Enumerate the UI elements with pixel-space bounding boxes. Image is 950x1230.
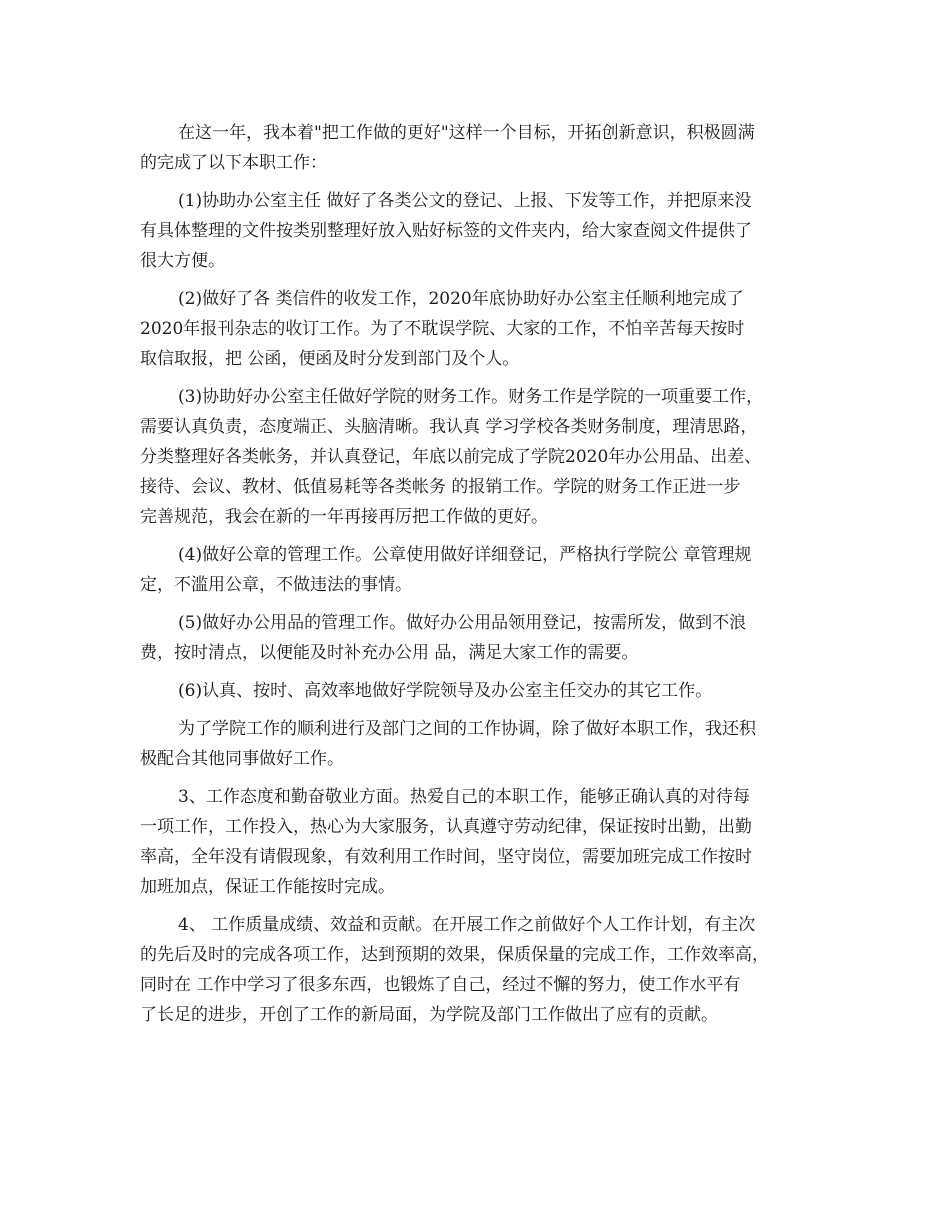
paragraph-line: 同时在 工作中学习了很多东西，也锻炼了自己，经过不懈的努力，使工作水平有 [140,975,741,995]
paragraph-line: 在这一年，我本着"把工作做的更好"这样一个目标，开拓创新意识，积极圆满 [178,123,755,143]
paragraph-item-5 [140,608,820,668]
paragraph-line: 接待、会议、教材、低值易耗等各类帐务 的报销工作。学院的财务工作正进一步 [140,477,741,497]
paragraph-line: 率高，全年没有请假现象，有效利用工作时间，坚守岗位，需要加班完成工作按时 [140,847,752,867]
paragraph-cooperation [140,714,820,774]
paragraph-section-3 [140,782,820,902]
paragraph-line: 完善规范，我会在新的一年再接再厉把工作做的更好。 [140,507,548,527]
document-body [140,118,820,1038]
paragraph-line: 有具体整理的文件按类别整理好放入贴好标签的文件夹内，给大家查阅文件提供了 [140,221,752,241]
paragraph-line: 极配合其他同事做好工作。 [140,749,344,769]
paragraph-line: 费，按时清点，以便能及时补充办公用 品，满足大家工作的需要。 [140,643,639,663]
paragraph-line: (5)做好办公用品的管理工作。做好办公用品领用登记，按需所发，做到不浪 [178,613,747,633]
paragraph-line: (3)协助好办公室主任做好学院的财务工作。财务工作是学院的一项重要工作， [178,387,764,407]
paragraph-line: 需要认真负责，态度端正、头脑清晰。我认真 学习学校各类财务制度，理清思路， [140,417,758,437]
paragraph-item-6 [140,676,820,706]
paragraph-line: 的完成了以下本职工作： [140,153,327,173]
paragraph-line: (6)认真、按时、高效率地做好学院领导及办公室主任交办的其它工作。 [178,681,713,701]
paragraph-line: 一项工作，工作投入，热心为大家服务，认真遵守劳动纪律，保证按时出勤，出勤 [140,817,752,837]
paragraph-item-3 [140,382,820,532]
paragraph-line: 分类整理好各类帐务，并认真登记，年底以前完成了学院2020年办公用品、出差、 [140,447,762,467]
paragraph-line: 加班加点，保证工作能按时完成。 [140,877,395,897]
paragraph-line: 很大方便。 [140,251,225,271]
paragraph-line: 2020年报刊杂志的收订工作。为了不耽误学院、大家的工作，不怕辛苦每天按时 [140,319,745,339]
paragraph-line: 定，不滥用公章，不做违法的事情。 [140,575,412,595]
paragraph-line: (2)做好了各 类信件的收发工作，2020年底协助好办公室主任顺利地完成了 [178,289,744,309]
paragraph-item-2 [140,284,820,374]
paragraph-line: 取信取报，把 公函，便函及时分发到部门及个人。 [140,349,520,369]
paragraph-line: (1)协助办公室主任 做好了各类公文的登记、上报、下发等工作，并把原来没 [178,191,752,211]
paragraph-line: 4、 工作质量成绩、效益和贡献。在开展工作之前做好个人工作计划，有主次 [178,915,756,935]
paragraph-item-1 [140,186,820,276]
paragraph-line: 的先后及时的完成各项工作，达到预期的效果，保质保量的完成工作，工作效率高， [140,945,769,965]
paragraph-line: 了长足的进步，开创了工作的新局面，为学院及部门工作做出了应有的贡献。 [140,1005,718,1025]
paragraph-section-4 [140,910,820,1030]
paragraph-item-4 [140,540,820,600]
paragraph-line: 3、工作态度和勤奋敬业方面。热爱自己的本职工作，能够正确认真的对待每 [178,787,750,807]
paragraph-intro [140,118,820,178]
paragraph-line: 为了学院工作的顺利进行及部门之间的工作协调，除了做好本职工作，我还积 [178,719,756,739]
paragraph-line: (4)做好公章的管理工作。公章使用做好详细登记，严格执行学院公 章管理规 [178,545,752,565]
